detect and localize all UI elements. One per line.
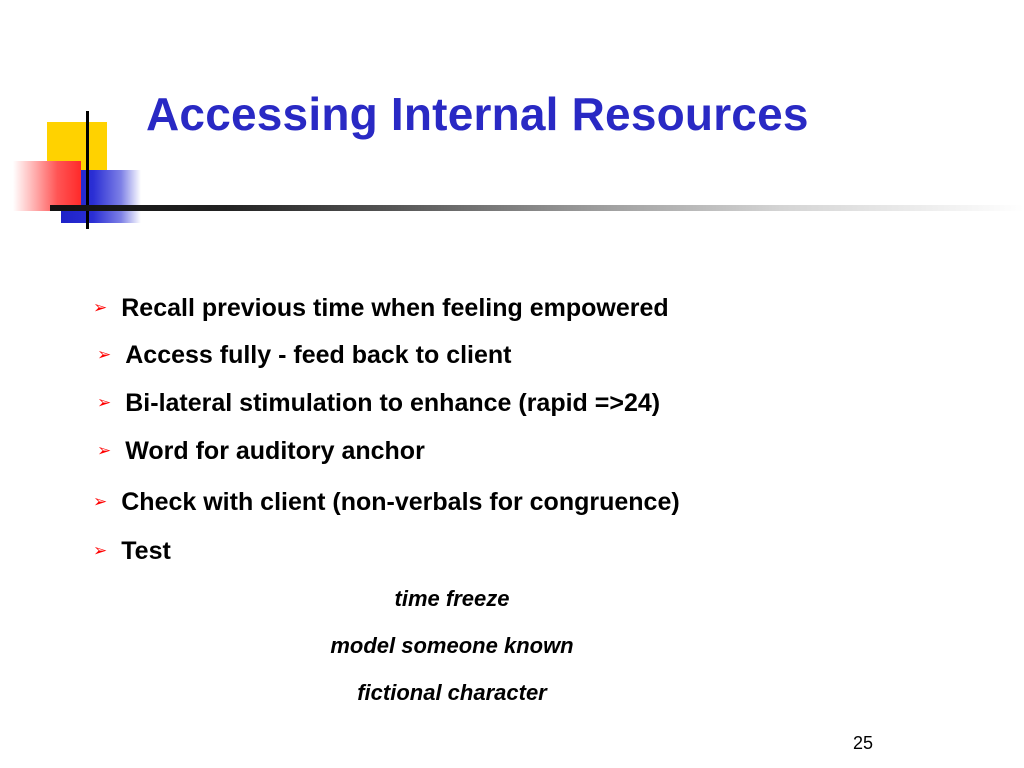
arrowhead-bullet-icon: ➢ xyxy=(97,345,112,365)
bullet-text: Check with client (non-verbals for congruence) xyxy=(121,488,680,516)
page-number: 25 xyxy=(853,733,874,753)
arrowhead-bullet-icon: ➢ xyxy=(97,393,112,413)
slide-title: Accessing Internal Resources xyxy=(146,88,809,140)
bullet-item xyxy=(93,536,171,566)
arrowhead-bullet-icon: ➢ xyxy=(93,541,108,561)
bullet-item xyxy=(97,340,512,370)
sub-item: time freeze xyxy=(394,586,510,611)
bullet-text: Word for auditory anchor xyxy=(125,437,425,465)
sub-item: model someone known xyxy=(330,633,574,658)
sub-item: fictional character xyxy=(357,680,547,705)
bullet-item xyxy=(93,487,680,517)
bullet-text: Access fully - feed back to client xyxy=(125,341,512,369)
arrowhead-bullet-icon: ➢ xyxy=(97,441,112,461)
arrowhead-bullet-icon: ➢ xyxy=(93,298,108,318)
bullet-item xyxy=(93,293,669,323)
arrowhead-bullet-icon: ➢ xyxy=(93,492,108,512)
bullet-text: Bi-lateral stimulation to enhance (rapid =>24) xyxy=(125,389,661,417)
bullet-text: Test xyxy=(121,537,171,565)
bullet-text: Recall previous time when feeling empowered xyxy=(121,294,669,322)
bullet-item xyxy=(97,436,425,466)
bullet-item xyxy=(97,388,660,418)
